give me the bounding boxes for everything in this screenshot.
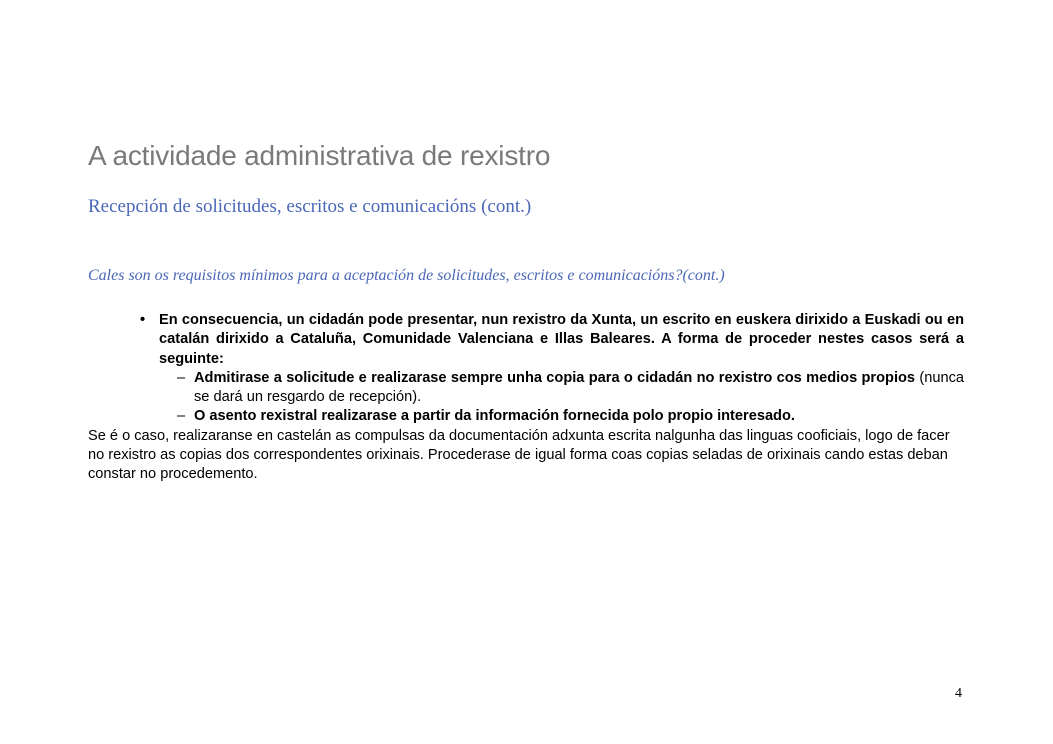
dash-marker: – <box>177 369 186 386</box>
body-paragraph: Se é o caso, realizaranse en castelán as compulsas da documentación adxunta escrita nalgunha das linguas cooficiais, logo de facer no rexistro as copias dos correspondentes orixinais. Procederase de igual forma coas copias seladas de orixinais cando estas deban constar no procedemento. <box>88 427 950 483</box>
bullet-item <box>140 311 964 369</box>
section-subtitle: Recepción de solicitudes, escritos e comunicacións (cont.) <box>88 196 532 217</box>
sub-item-2-bold: O asento rexistral realizarase a partir da información fornecida polo propio interesado. <box>194 408 795 425</box>
page-number: 4 <box>955 686 962 701</box>
body-content <box>88 311 964 485</box>
dash-marker: – <box>177 408 186 425</box>
sub-item-2 <box>177 407 964 426</box>
bullet-marker: • <box>140 312 146 328</box>
sub-item-1-normal: (nunca se dará un resgardo de recepción). <box>194 369 964 406</box>
bullet-text: En consecuencia, un cidadán pode presentar, nun rexistro da Xunta, un escrito en euskera dirixido a Euskadi ou en catalán dirixido a Cataluña, Comunidade Valenciana e Illas Baleares. A forma de proceder nestes casos será a seguinte: <box>159 312 964 367</box>
sub-item-1-bold: Admitirase a solicitude e realizarase sempre unha copia para o cidadán no rexistro cos medios propios <box>194 369 916 386</box>
sub-item-1 <box>177 369 964 408</box>
page-title: A actividade administrativa de rexistro <box>88 140 551 171</box>
question-heading: Cales son os requisitos mínimos para a aceptación de solicitudes, escritos e comunicacións?(cont.) <box>88 267 725 284</box>
